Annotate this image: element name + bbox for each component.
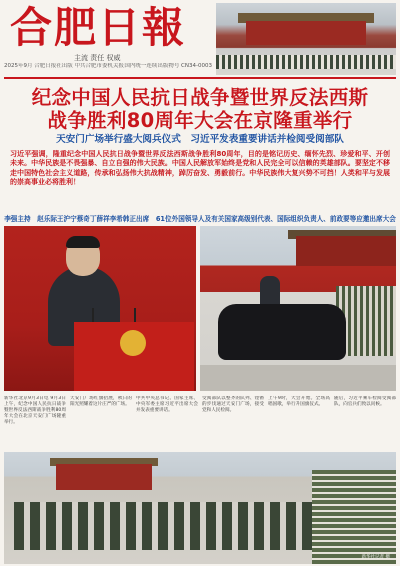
article-body (4, 396, 396, 450)
article-column: 天安门广场红旗招展，秋日的阳光照耀着这片庄严的广场。 (70, 396, 132, 407)
masthead-info (4, 63, 214, 77)
article-column: 上午9时，大会开始。全场高唱国歌，举行升国旗仪式。 (268, 396, 330, 407)
attendance-byline: 李强主持 赵乐际王沪宁蔡奇丁薛祥李希韩正出席 61位外国领导人及有关国家高级别代表、国际组织负责人、前政要等应邀出席大会 (4, 215, 396, 223)
headline-line-1: 纪念中国人民抗日战争暨世界反法西斯 (31, 86, 369, 109)
lead-paragraph: 习近平强调，隆重纪念中国人民抗日战争暨世界反法西斯战争胜利80周年，目的是铭记历史、缅怀先烈、珍爱和平、开创未来。中华民族是不畏强暴、自立自强的伟大民族。中国人民解放军始终是党和人民完全可以信赖的英雄部队。要坚定不移走中国特色社会主义道路，传承和弘扬伟大抗战精神，踔厉奋发、勇毅前行。中华民族伟大复兴势不可挡！人类和平与发展的崇高事业必将胜利！ (10, 150, 390, 186)
masthead-tagline: 主流 责任 权威 (74, 54, 121, 62)
masthead-issue-line: 国内统一连续出版物号 CN34-0003 (124, 63, 212, 69)
photo-caption: 新华社记者 摄 (361, 555, 390, 560)
photo-parade-inspection-car (200, 226, 396, 391)
photo-parade-square (4, 452, 396, 564)
headline-line-2: 战争胜利80周年大会在京隆重举行 (47, 109, 353, 132)
masthead-divider (4, 77, 396, 79)
top-photo-tiananmen (216, 3, 396, 75)
subheadline: 天安门广场举行盛大阅兵仪式 习近平发表重要讲话并检阅受阅部队 (56, 134, 344, 145)
article-column: 随后，习近平乘车检阅受阅部队，向官兵们致以问候。 (334, 396, 396, 407)
masthead-date-line: 2025年9月 合肥日报社出版 中共合肥市委机关报 (4, 63, 124, 69)
main-headline (4, 86, 396, 132)
photo-speaker-at-podium (4, 226, 196, 391)
article-column: 中共中央总书记、国家主席、中央军委主席习近平出席大会并发表重要讲话。 (136, 396, 198, 413)
masthead (4, 3, 214, 75)
article-column: 新华社北京9月3日电 9月3日上午，纪念中国人民抗日战争暨世界反法西斯战争胜利80周年大会在北京天安门广场隆重举行。 (4, 396, 66, 425)
newspaper-logo: 合肥日報 (10, 3, 187, 52)
article-column: 受阅部队以整齐的队列、铿锵的步伐通过天安门广场，接受党和人民检阅。 (202, 396, 264, 413)
national-emblem-icon (120, 330, 146, 356)
